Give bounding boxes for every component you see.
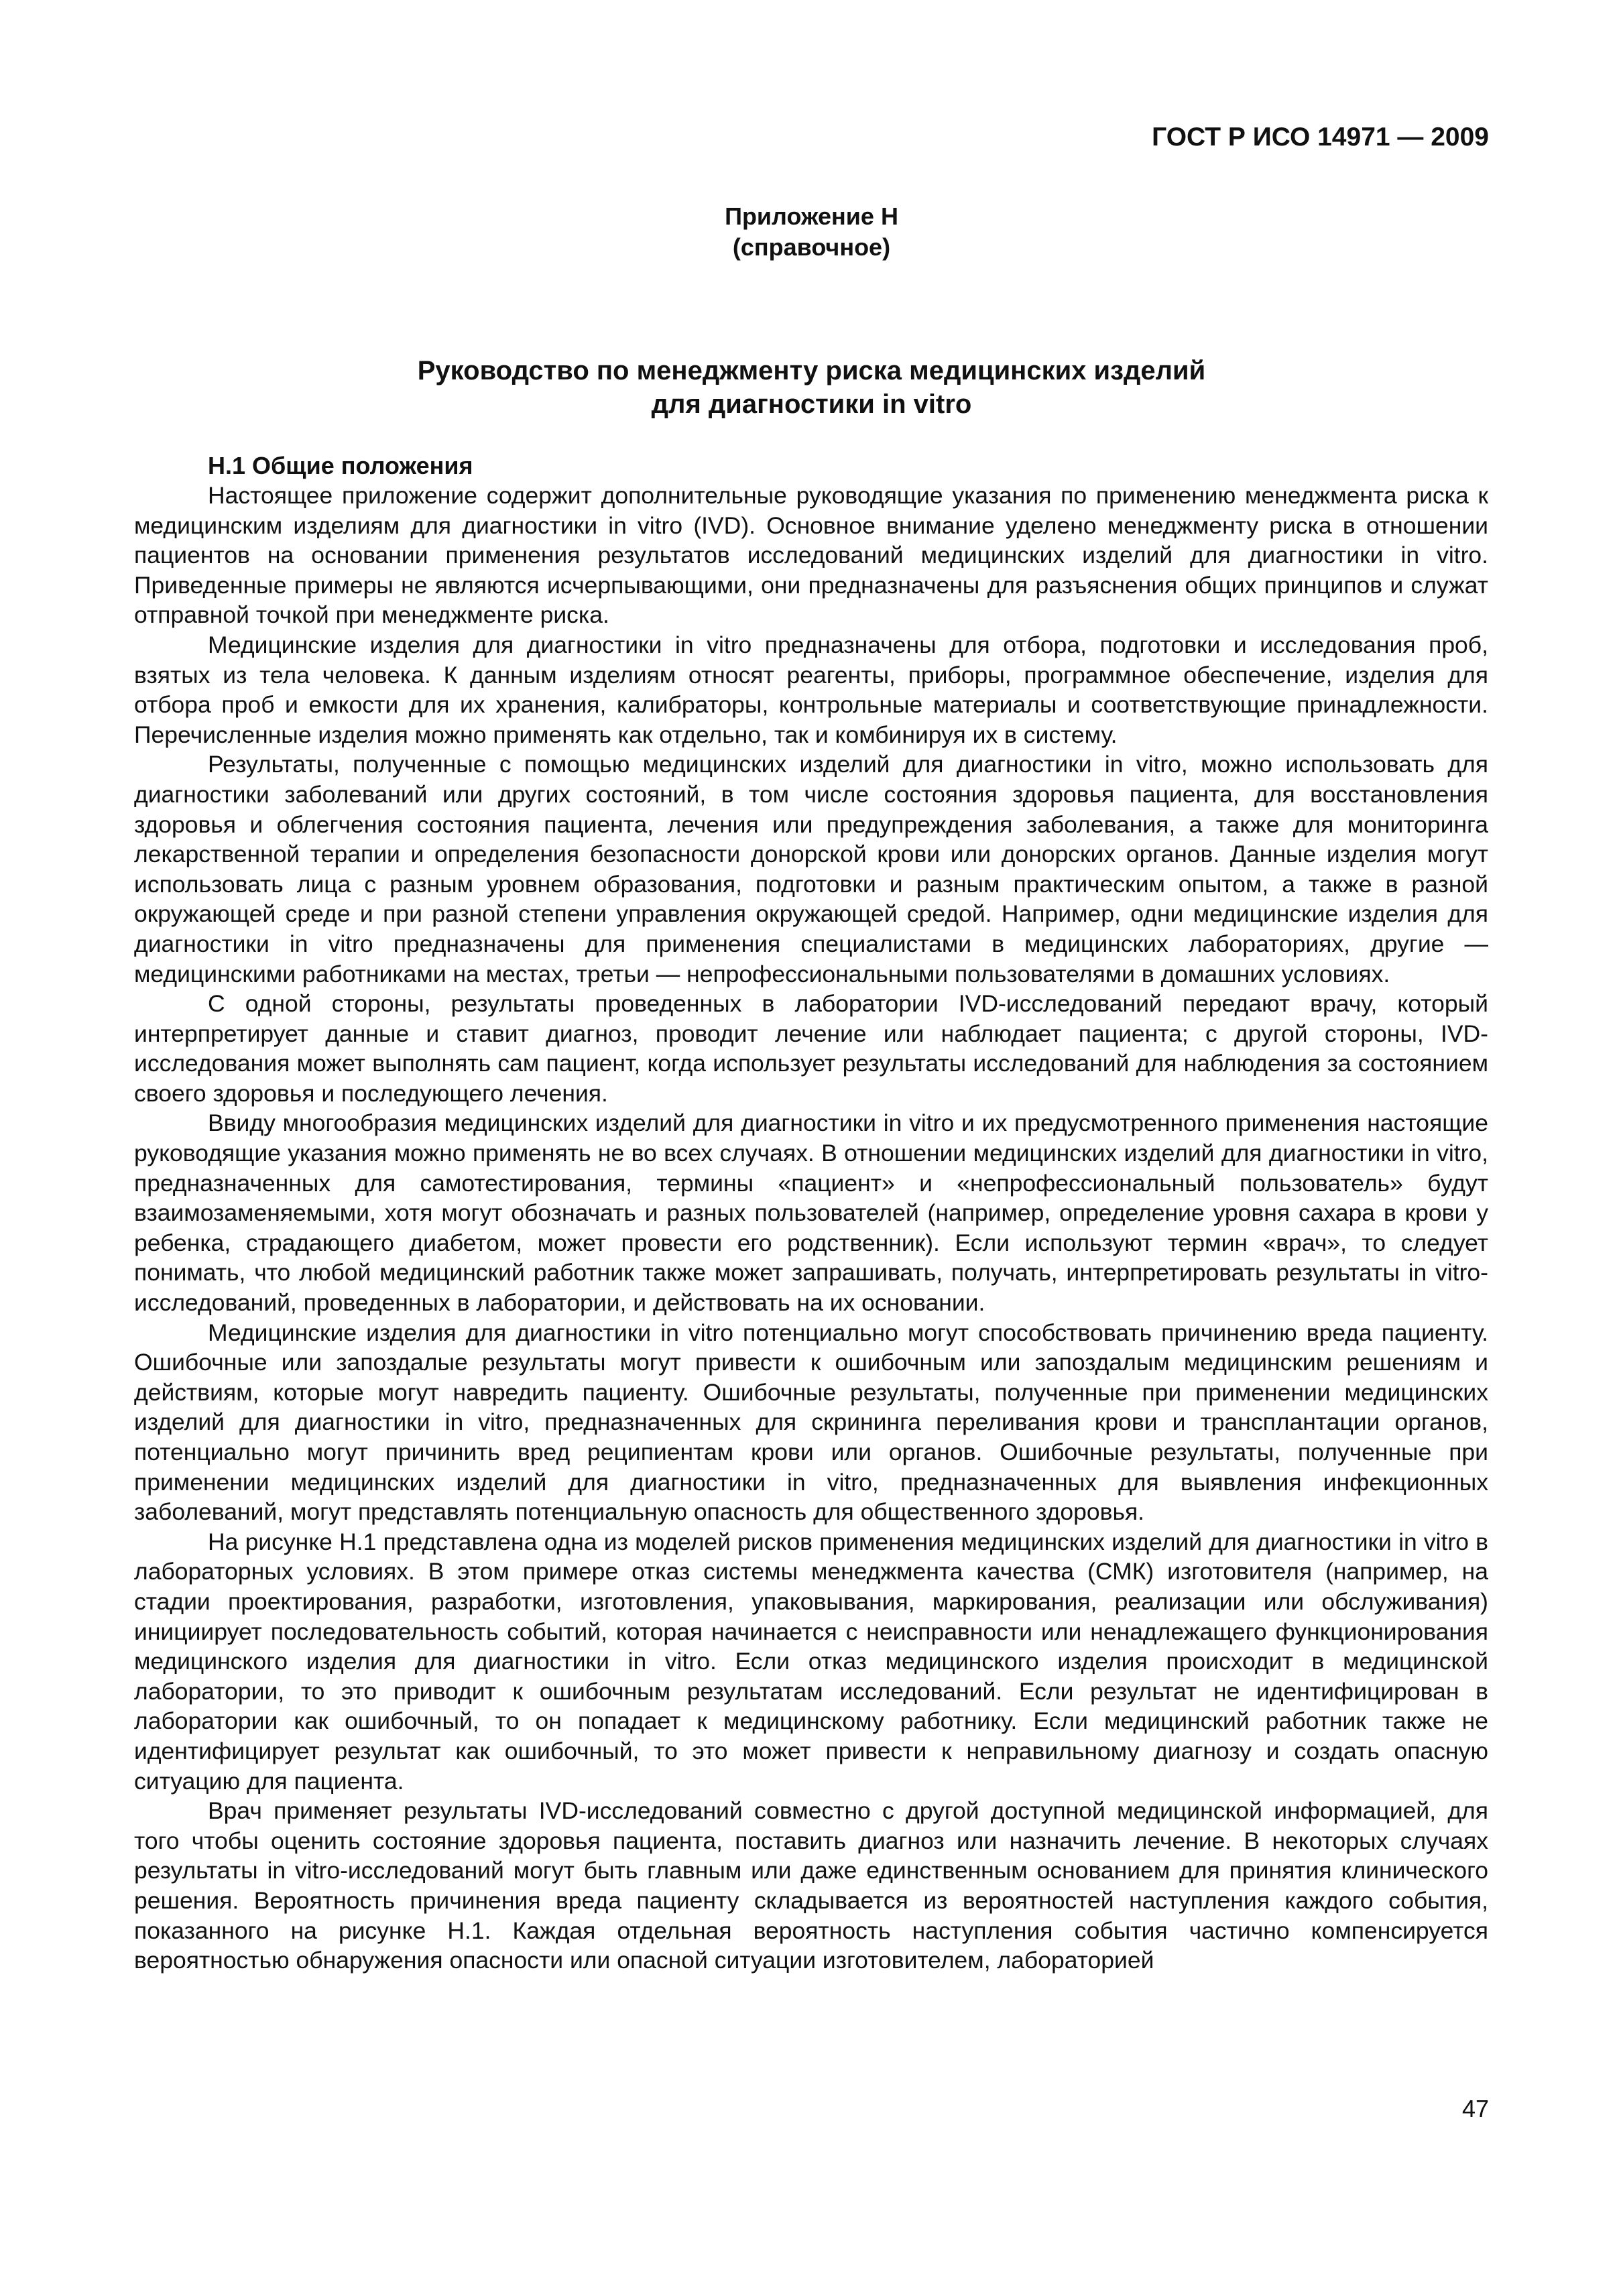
page-number: 47	[1461, 2095, 1489, 2122]
paragraph: Врач применяет результаты IVD-исследований совместно с другой доступной медицинской информацией, для того чтобы оценить состояние здоровья пациента, поставить диагноз или назначить лечение. В некоторых случаях результаты in vitro-исследований могут быть главным или даже единственным основанием для принятия клинического решения. Вероятность причинения вреда пациенту складывается из вероятностей наступления каждого события, показанного на рисунке Н.1. Каждая отдельная вероятность наступления события частично компенсируется вероятностью обнаружения опасности или опасной ситуации изготовителем, лабораторией	[134, 1797, 1488, 1974]
paragraph: Результаты, полученные с помощью медицинских изделий для диагностики in vitro, можно использовать для диагностики заболеваний или других состояний, в том числе состояния здоровья пациента, для восстановления здоровья и облегчения состояния пациента, лечения или предупреждения заболевания, а также для мониторинга лекарственной терапии и определения безопасности донорской крови или донорских органов. Данные изделия могут использовать лица с разным уровнем образования, подготовки и разным практическим опытом, а также в разной окружающей среде и при разной степени управления окружающей средой. Например, одни медицинские изделия для диагностики in vitro предназначены для применения специалистами в медицинских лабораториях, другие — медицинскими работниками на местах, третьи — непрофессиональными пользователями в домашних условиях.	[134, 751, 1488, 987]
paragraph: На рисунке Н.1 представлена одна из моделей рисков применения медицинских изделий для диагностики in vitro в лабораторных условиях. В этом примере отказ системы менеджмента качества (СМК) изготовителя (например, на стадии проектирования, разработки, изготовления, упаковывания, маркирования, реализации или обслуживания) инициирует последовательность событий, которая начинается с неисправности или ненадлежащего функционирования медицинского изделия для диагностики in vitro. Если отказ медицинского изделия происходит в медицинской лаборатории, то это приводит к ошибочным результатам исследований. Если результат не идентифицирован в лаборатории как ошибочный, то он попадает к медицинскому работнику. Если медицинский работник также не идентифицирует результат как ошибочный, то это может привести к неправильному диагнозу и создать опасную ситуацию для пациента.	[134, 1528, 1488, 1795]
section-body	[134, 450, 1488, 1976]
appendix-title: Приложение Н	[725, 202, 898, 230]
appendix-heading	[0, 201, 1623, 263]
document-title	[0, 354, 1623, 421]
paragraph: Медицинские изделия для диагностики in vitro предназначены для отбора, подготовки и исследования проб, взятых из тела человека. К данным изделиям относят реагенты, приборы, программное обеспечение, изделия для отбора проб и емкости для их хранения, калибраторы, контрольные материалы и соответствующие принадлежности. Перечисленные изделия можно применять как отдельно, так и комбинируя их в систему.	[134, 631, 1488, 748]
appendix-status: (справочное)	[732, 233, 891, 261]
section-heading: Н.1 Общие положения	[208, 452, 473, 479]
paragraph: С одной стороны, результаты проведенных в лаборатории IVD-исследований передают врачу, который интерпретирует данные и ставит диагноз, проводит лечение или наблюдает пациента; с другой стороны, IVD-исследования может выполнять сам пациент, когда использует результаты исследований для наблюдения за состоянием своего здоровья и последующего лечения.	[134, 990, 1488, 1107]
document-title-line-2: для диагностики in vitro	[651, 389, 972, 419]
paragraph: Медицинские изделия для диагностики in vitro потенциально могут способствовать причинению вреда пациенту. Ошибочные или запоздалые результаты могут привести к ошибочным или запоздалым медицинским решениям и действиям, которые могут навредить пациенту. Ошибочные результаты, полученные при применении медицинских изделий для диагностики in vitro, предназначенных для скрининга переливания крови и трансплантации органов, потенциально могут причинить вред реципиентам крови или органов. Ошибочные результаты, полученные при применении медицинских изделий для диагностики in vitro, предназначенных для выявления инфекционных заболеваний, могут представлять потенциальную опасность для общественного здоровья.	[134, 1319, 1488, 1526]
standard-designation: ГОСТ Р ИСО 14971 — 2009	[1152, 123, 1489, 152]
paragraph: Ввиду многообразия медицинских изделий для диагностики in vitro и их предусмотренного применения настоящие руководящие указания можно применять не во всех случаях. В отношении медицинских изделий для диагностики in vitro, предназначенных для самотестирования, термины «пациент» и «непрофессиональный пользователь» будут взаимозаменяемыми, хотя могут обозначать и разных пользователей (например, определение уровня сахара в крови у ребенка, страдающего диабетом, может провести его родственник). Если используют термин «врач», то следует понимать, что любой медицинский работник также может запрашивать, получать, интерпретировать результаты in vitro-исследований, проведенных в лаборатории, и действовать на их основании.	[134, 1109, 1488, 1317]
paragraph: Настоящее приложение содержит дополнительные руководящие указания по применению менеджмента риска к медицинским изделиям для диагностики in vitro (IVD). Основное внимание уделено менеджменту риска в отношении пациентов на основании применения результатов исследований медицинских изделий для диагностики in vitro. Приведенные примеры не являются исчерпывающими, они предназначены для разъяснения общих принципов и служат отправной точкой при менеджменте риска.	[134, 482, 1488, 629]
document-title-line-1: Руководство по менеджменту риска медицинских изделий	[417, 356, 1206, 385]
